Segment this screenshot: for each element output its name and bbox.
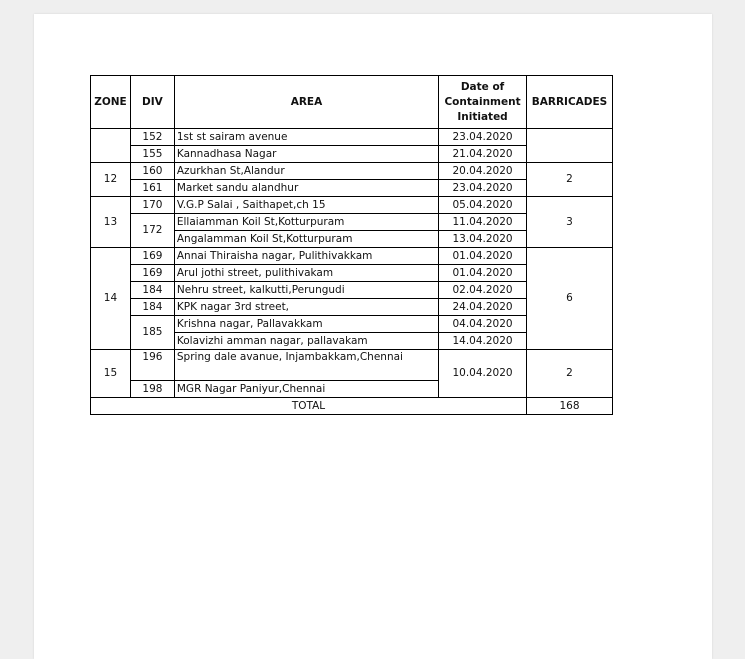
containment-table bbox=[90, 75, 613, 415]
area-cell: Market sandu alandhur bbox=[174, 180, 438, 197]
date-cell: 11.04.2020 bbox=[439, 214, 527, 231]
date-cell: 21.04.2020 bbox=[439, 146, 527, 163]
date-cell: 10.04.2020 bbox=[439, 350, 527, 398]
area-cell: 1st st sairam avenue bbox=[174, 129, 438, 146]
barricades-cell: 2 bbox=[527, 163, 613, 197]
div-cell: 196 bbox=[130, 350, 174, 381]
zone-cell: 12 bbox=[91, 163, 131, 197]
date-cell: 01.04.2020 bbox=[439, 265, 527, 282]
div-cell: 169 bbox=[130, 248, 174, 265]
table-row bbox=[91, 350, 613, 381]
div-cell: 155 bbox=[130, 146, 174, 163]
area-cell: Arul jothi street, pulithivakam bbox=[174, 265, 438, 282]
date-cell: 05.04.2020 bbox=[439, 197, 527, 214]
date-cell: 23.04.2020 bbox=[439, 129, 527, 146]
div-header: DIV bbox=[130, 76, 174, 129]
barricades-cell: 2 bbox=[527, 350, 613, 398]
header-row bbox=[91, 76, 613, 129]
div-cell: 198 bbox=[130, 381, 174, 398]
area-cell: Kannadhasa Nagar bbox=[174, 146, 438, 163]
div-cell: 169 bbox=[130, 265, 174, 282]
area-cell: Kolavizhi amman nagar, pallavakam bbox=[174, 333, 438, 350]
zone-header: ZONE bbox=[91, 76, 131, 129]
div-cell: 161 bbox=[130, 180, 174, 197]
table-row bbox=[91, 163, 613, 180]
table-row bbox=[91, 197, 613, 214]
date-cell: 24.04.2020 bbox=[439, 299, 527, 316]
date-cell: 23.04.2020 bbox=[439, 180, 527, 197]
div-cell: 172 bbox=[130, 214, 174, 248]
area-cell: MGR Nagar Paniyur,Chennai bbox=[174, 381, 438, 398]
table-row bbox=[91, 129, 613, 146]
area-cell: Nehru street, kalkutti,Perungudi bbox=[174, 282, 438, 299]
area-cell: KPK nagar 3rd street, bbox=[174, 299, 438, 316]
total-value: 168 bbox=[527, 398, 613, 415]
date-header: Date of Containment Initiated bbox=[439, 76, 527, 129]
barricades-cell: 3 bbox=[527, 197, 613, 248]
date-cell: 04.04.2020 bbox=[439, 316, 527, 333]
date-cell: 02.04.2020 bbox=[439, 282, 527, 299]
area-cell: Spring dale avanue, Injambakkam,Chennai bbox=[174, 350, 438, 381]
document-page bbox=[34, 14, 712, 659]
div-cell: 185 bbox=[130, 316, 174, 350]
area-cell: Ellaiamman Koil St,Kotturpuram bbox=[174, 214, 438, 231]
barricades-header: BARRICADES bbox=[527, 76, 613, 129]
zone-cell: 14 bbox=[91, 248, 131, 350]
area-cell: Angalamman Koil St,Kotturpuram bbox=[174, 231, 438, 248]
div-cell: 170 bbox=[130, 197, 174, 214]
area-cell: Azurkhan St,Alandur bbox=[174, 163, 438, 180]
area-cell: V.G.P Salai , Saithapet,ch 15 bbox=[174, 197, 438, 214]
date-cell: 14.04.2020 bbox=[439, 333, 527, 350]
date-cell: 20.04.2020 bbox=[439, 163, 527, 180]
barricades-cell bbox=[527, 129, 613, 163]
zone-cell bbox=[91, 129, 131, 163]
zone-cell: 13 bbox=[91, 197, 131, 248]
barricades-cell: 6 bbox=[527, 248, 613, 350]
date-cell: 01.04.2020 bbox=[439, 248, 527, 265]
zone-cell: 15 bbox=[91, 350, 131, 398]
area-cell: Annai Thiraisha nagar, Pulithivakkam bbox=[174, 248, 438, 265]
div-cell: 160 bbox=[130, 163, 174, 180]
div-cell: 184 bbox=[130, 299, 174, 316]
total-label: TOTAL bbox=[91, 398, 527, 415]
date-cell: 13.04.2020 bbox=[439, 231, 527, 248]
div-cell: 152 bbox=[130, 129, 174, 146]
total-row bbox=[91, 398, 613, 415]
table-row bbox=[91, 248, 613, 265]
div-cell: 184 bbox=[130, 282, 174, 299]
area-cell: Krishna nagar, Pallavakkam bbox=[174, 316, 438, 333]
area-header: AREA bbox=[174, 76, 438, 129]
